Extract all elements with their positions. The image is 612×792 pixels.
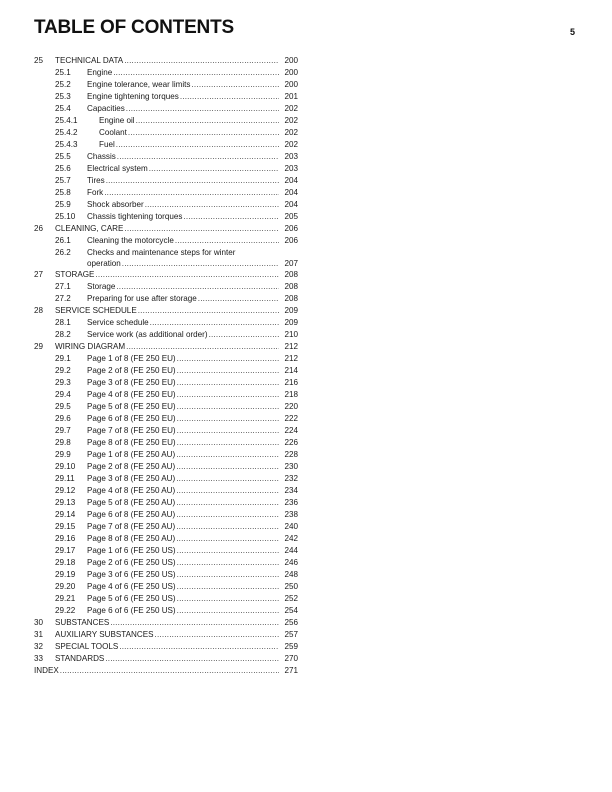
toc-entry-number: 25.6 [55,164,71,173]
dot-leader [176,473,279,485]
toc-entry-label: Tires [87,176,105,185]
toc-entry[interactable] [34,281,298,293]
toc-entry-label: Page 8 of 8 (FE 250 EU) [87,438,176,447]
dot-leader [176,449,279,461]
toc-entry-label: Page 3 of 8 (FE 250 EU) [87,378,176,387]
toc-entry-number: 29.2 [55,366,71,375]
toc-entry[interactable] [34,235,298,247]
toc-entry[interactable] [34,139,298,151]
toc-entry[interactable] [34,223,298,235]
toc-entry-number: 29.18 [55,558,76,567]
dot-leader [177,605,279,617]
toc-entry-number: 25 [34,56,44,65]
toc-entry-page: 209 [284,306,298,315]
dot-leader [177,353,279,365]
dot-leader [176,521,279,533]
toc-entry-page: 205 [284,212,298,221]
toc-entry-page: 256 [284,618,298,627]
dot-leader [180,91,279,103]
dot-leader [177,389,279,401]
dot-leader [177,425,279,437]
toc-entry-page: 228 [284,450,298,459]
dot-leader [113,67,279,79]
toc-entry-number: 31 [34,630,44,639]
dot-leader [183,211,279,223]
toc-entry-label: STANDARDS [55,654,105,663]
toc-entry-page: 232 [284,474,298,483]
toc-entry[interactable] [34,211,298,223]
toc-entry-number: 29.20 [55,582,76,591]
toc-entry[interactable] [34,413,298,425]
dot-leader [177,401,279,413]
dot-leader [177,581,279,593]
toc-entry-page: 202 [284,104,298,113]
toc-entry-number: 29.4 [55,390,71,399]
toc-entry-label: INDEX [34,666,59,675]
toc-entry-page: 257 [284,630,298,639]
toc-entry-page: 208 [284,294,298,303]
toc-entry[interactable] [34,305,298,317]
toc-entry[interactable] [34,79,298,91]
toc-entry-label: Page 3 of 6 (FE 250 US) [87,570,176,579]
toc-entry-label: Coolant [99,128,127,137]
dot-leader [145,199,279,211]
toc-entry[interactable] [34,247,298,269]
dot-leader [176,485,279,497]
toc-entry-page: 202 [284,128,298,137]
dot-leader [116,281,279,293]
toc-entry[interactable] [34,401,298,413]
toc-entry-number: 29.1 [55,354,71,363]
dot-leader [198,293,279,305]
toc-entry[interactable] [34,377,298,389]
toc-entry-number: 27 [34,270,44,279]
toc-entry-label: Engine [87,68,113,77]
toc-entry-page: 252 [284,594,298,603]
toc-entry[interactable] [34,509,298,521]
toc-entry-page: 238 [284,510,298,519]
toc-entry-page: 207 [284,259,298,268]
dot-leader [124,55,279,67]
toc-entry-label: Page 4 of 8 (FE 250 AU) [87,486,176,495]
toc-entry-page: 209 [284,318,298,327]
toc-entry-number: 29.16 [55,534,76,543]
dot-leader [176,509,279,521]
toc-entry[interactable] [34,115,298,127]
toc-entry-page: 271 [284,666,298,675]
toc-entry-number: 32 [34,642,44,651]
toc-entry[interactable] [34,473,298,485]
toc-entry-number: 25.1 [55,68,71,77]
toc-entry[interactable] [34,485,298,497]
toc-entry-number: 27.1 [55,282,71,291]
toc-entry-number: 29.17 [55,546,76,555]
toc-entry-page: 206 [284,236,298,245]
dot-leader [60,665,279,677]
toc-entry[interactable] [34,629,298,641]
toc-entry-number: 25.9 [55,200,71,209]
toc-entry[interactable] [34,533,298,545]
toc-entry-label: SPECIAL TOOLS [55,642,119,651]
toc-entry-number: 29.15 [55,522,76,531]
toc-entry-page: 242 [284,534,298,543]
toc-entry-page: 254 [284,606,298,615]
dot-leader [95,269,279,281]
toc-entry-label: CLEANING, CARE [55,224,124,233]
toc-entry-label: STORAGE [55,270,95,279]
dot-leader [209,329,279,341]
toc-entry[interactable] [34,389,298,401]
dot-leader [126,103,279,115]
dot-leader [119,641,279,653]
toc-entry-number: 29.11 [55,474,75,483]
dot-leader [122,258,279,269]
dot-leader [177,557,279,569]
toc-entry-page: 203 [284,164,298,173]
toc-entry-number: 29.21 [55,594,76,603]
dot-leader [176,497,279,509]
toc-entry-label: Page 4 of 8 (FE 250 EU) [87,390,176,399]
toc-entry-label: Checks and maintenance steps for winter [87,248,236,257]
toc-entry-page: 220 [284,402,298,411]
toc-entry-page: 201 [284,92,298,101]
toc-entry[interactable] [34,353,298,365]
toc-entry-label: Page 2 of 8 (FE 250 EU) [87,366,176,375]
toc-entry-label: Page 2 of 6 (FE 250 US) [87,558,176,567]
dot-leader [126,341,279,353]
toc-entry[interactable] [34,175,298,187]
dot-leader [150,317,279,329]
toc-entry-label: Page 2 of 8 (FE 250 AU) [87,462,176,471]
toc-entry-label-continued: operation [87,259,121,268]
toc-entry-page: 216 [284,378,298,387]
toc-entry-number: 26.2 [55,248,71,257]
toc-entry-page: 250 [284,582,298,591]
toc-entry-label: Page 8 of 8 (FE 250 AU) [87,534,176,543]
toc-entry-label: Page 1 of 6 (FE 250 US) [87,546,176,555]
toc-entry-page: 202 [284,116,298,125]
toc-entry-label: Preparing for use after storage [87,294,197,303]
toc-entry[interactable] [34,187,298,199]
toc-entry-page: 248 [284,570,298,579]
toc-entry-label: Chassis [87,152,116,161]
dot-leader [117,151,279,163]
table-of-contents [34,55,298,677]
toc-entry[interactable] [34,55,298,67]
toc-entry-number: 25.10 [55,212,76,221]
toc-entry[interactable] [34,437,298,449]
dot-leader [116,139,279,151]
toc-entry-number: 33 [34,654,44,663]
toc-entry-page: 208 [284,282,298,291]
toc-entry-page: 224 [284,426,298,435]
toc-entry-page: 230 [284,462,298,471]
toc-entry[interactable] [34,581,298,593]
toc-entry[interactable] [34,91,298,103]
toc-entry-label: Engine tolerance, wear limits [87,80,191,89]
toc-entry-label: Chassis tightening torques [87,212,183,221]
toc-entry-page: 200 [284,80,298,89]
toc-entry-page: 210 [284,330,298,339]
toc-entry-label: Engine oil [99,116,135,125]
toc-entry[interactable] [34,653,298,665]
toc-entry-label: Page 6 of 8 (FE 250 AU) [87,510,176,519]
dot-leader [105,653,279,665]
toc-entry-number: 29.10 [55,462,76,471]
toc-entry-label: SERVICE SCHEDULE [55,306,137,315]
toc-entry-number: 25.4.2 [55,128,78,137]
dot-leader [110,617,279,629]
dot-leader [191,79,279,91]
toc-entry-label: Shock absorber [87,200,144,209]
toc-entry-label: AUXILIARY SUBSTANCES [55,630,154,639]
toc-entry-number: 29.19 [55,570,76,579]
page-number: 5 [570,27,576,37]
toc-entry-page: 212 [284,342,298,351]
toc-entry-label: Page 1 of 8 (FE 250 AU) [87,450,176,459]
toc-entry-number: 26 [34,224,44,233]
toc-entry-page: 202 [284,140,298,149]
toc-entry-page: 200 [284,56,298,65]
toc-entry[interactable] [34,605,298,617]
toc-entry-label: Page 5 of 8 (FE 250 EU) [87,402,176,411]
dot-leader [175,235,279,247]
dot-leader [177,569,279,581]
dot-leader [155,629,279,641]
toc-entry-page: 226 [284,438,298,447]
toc-entry-number: 29.13 [55,498,76,507]
toc-entry-label: Page 6 of 6 (FE 250 US) [87,606,176,615]
toc-entry-page: 259 [284,642,298,651]
toc-entry-number: 28.2 [55,330,71,339]
toc-entry-page: 200 [284,68,298,77]
dot-leader [104,187,279,199]
dot-leader [136,115,279,127]
toc-entry-number: 25.8 [55,188,71,197]
toc-entry[interactable] [34,569,298,581]
toc-entry[interactable] [34,317,298,329]
toc-entry[interactable] [34,593,298,605]
toc-entry-number: 29 [34,342,44,351]
toc-entry-number: 29.6 [55,414,71,423]
toc-entry-number: 29.3 [55,378,71,387]
dot-leader [177,545,279,557]
toc-entry-number: 29.22 [55,606,76,615]
toc-entry-label: Page 7 of 8 (FE 250 EU) [87,426,176,435]
toc-entry-number: 29.9 [55,450,71,459]
toc-entry[interactable] [34,293,298,305]
toc-entry-page: 204 [284,188,298,197]
toc-entry[interactable] [34,461,298,473]
toc-entry-label: Page 3 of 8 (FE 250 AU) [87,474,176,483]
toc-entry-label: Electrical system [87,164,148,173]
toc-entry[interactable] [34,557,298,569]
toc-entry-number: 26.1 [55,236,71,245]
toc-entry[interactable] [34,329,298,341]
toc-entry-number: 28.1 [55,318,71,327]
dot-leader [177,437,279,449]
page-title: TABLE OF CONTENTS [34,17,234,38]
toc-entry-label: Page 5 of 8 (FE 250 AU) [87,498,176,507]
toc-entry-label: Service schedule [87,318,149,327]
dot-leader [177,593,279,605]
toc-entry-number: 25.5 [55,152,71,161]
toc-entry-page: 234 [284,486,298,495]
toc-entry-number: 25.7 [55,176,71,185]
toc-entry-page: 270 [284,654,298,663]
dot-leader [176,461,279,473]
toc-entry-page: 218 [284,390,298,399]
toc-entry-number: 29.7 [55,426,71,435]
toc-entry-label: SUBSTANCES [55,618,110,627]
dot-leader [177,377,279,389]
toc-entry[interactable] [34,545,298,557]
toc-entry-number: 27.2 [55,294,71,303]
toc-entry[interactable] [34,127,298,139]
toc-entry-label: Page 1 of 8 (FE 250 EU) [87,354,176,363]
toc-entry-page: 240 [284,522,298,531]
toc-entry[interactable] [34,665,298,677]
dot-leader [177,365,279,377]
toc-entry-page: 214 [284,366,298,375]
toc-entry-label: Storage [87,282,116,291]
toc-entry-number: 29.14 [55,510,76,519]
toc-entry-page: 246 [284,558,298,567]
dot-leader [149,163,279,175]
toc-entry-page: 212 [284,354,298,363]
toc-entry-number: 25.4.1 [55,116,78,125]
toc-entry-number: 29.8 [55,438,71,447]
dot-leader [124,223,279,235]
toc-entry-page: 208 [284,270,298,279]
toc-entry[interactable] [34,341,298,353]
toc-entry[interactable] [34,641,298,653]
toc-entry-label: Fuel [99,140,115,149]
toc-entry-number: 28 [34,306,44,315]
toc-entry[interactable] [34,449,298,461]
toc-entry-number: 25.4 [55,104,71,113]
toc-entry-page: 206 [284,224,298,233]
toc-entry-number: 25.4.3 [55,140,78,149]
toc-entry[interactable] [34,425,298,437]
toc-entry-page: 236 [284,498,298,507]
toc-entry-label: Engine tightening torques [87,92,179,101]
toc-entry-label: Page 6 of 8 (FE 250 EU) [87,414,176,423]
dot-leader [176,533,279,545]
toc-entry-label: Cleaning the motorcycle [87,236,174,245]
toc-entry-label: Page 4 of 6 (FE 250 US) [87,582,176,591]
toc-entry-label: WIRING DIAGRAM [55,342,126,351]
toc-entry-number: 25.3 [55,92,71,101]
toc-entry[interactable] [34,617,298,629]
toc-entry-label: TECHNICAL DATA [55,56,124,65]
dot-leader [128,127,279,139]
dot-leader [106,175,279,187]
toc-entry[interactable] [34,199,298,211]
toc-entry[interactable] [34,497,298,509]
toc-entry[interactable] [34,151,298,163]
toc-entry-label: Capacities [87,104,125,113]
toc-entry-page: 204 [284,200,298,209]
toc-entry-label: Fork [87,188,104,197]
toc-entry[interactable] [34,365,298,377]
toc-entry[interactable] [34,67,298,79]
toc-entry[interactable] [34,269,298,281]
toc-entry-page: 244 [284,546,298,555]
toc-entry[interactable] [34,103,298,115]
toc-entry-label: Page 7 of 8 (FE 250 AU) [87,522,176,531]
toc-entry[interactable] [34,163,298,175]
toc-entry-page: 222 [284,414,298,423]
toc-entry-number: 25.2 [55,80,71,89]
toc-entry-number: 29.12 [55,486,76,495]
toc-entry-page: 204 [284,176,298,185]
dot-leader [177,413,279,425]
dot-leader [138,305,279,317]
toc-entry-label: Page 5 of 6 (FE 250 US) [87,594,176,603]
toc-entry[interactable] [34,521,298,533]
toc-entry-page: 203 [284,152,298,161]
toc-entry-number: 29.5 [55,402,71,411]
toc-entry-label: Service work (as additional order) [87,330,208,339]
toc-entry-number: 30 [34,618,44,627]
